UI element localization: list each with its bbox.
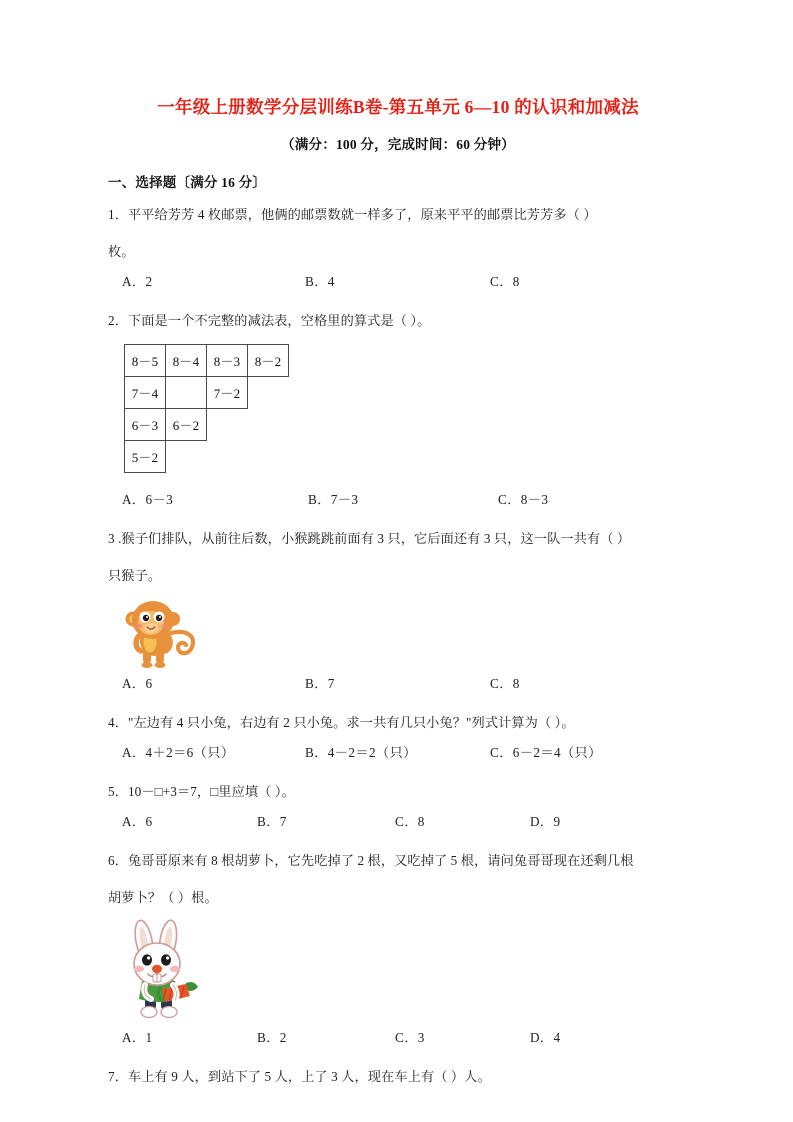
- question-1-option-b[interactable]: B．4: [305, 273, 335, 289]
- question-6-option-c[interactable]: C．3: [395, 1029, 425, 1045]
- monkey-illustration: [108, 591, 688, 669]
- question-4-option-b[interactable]: B．4－2＝2（只）: [305, 744, 417, 760]
- question-4-option-c[interactable]: C．6－2＝4（只）: [490, 744, 602, 760]
- question-6-options: [108, 1023, 688, 1053]
- section-heading-choice: 一、选择题〔满分 16 分〕: [108, 174, 267, 190]
- question-5-option-a[interactable]: A．6: [122, 813, 153, 829]
- table-cell-empty: [248, 376, 289, 408]
- question-6: [108, 837, 688, 913]
- question-6-option-d[interactable]: D．4: [530, 1029, 561, 1045]
- table-cell: 8－3: [207, 344, 248, 376]
- table-row: [125, 440, 289, 472]
- table-cell: 7－4: [125, 376, 166, 408]
- table-cell: 6－2: [166, 408, 207, 440]
- question-3-option-c[interactable]: C．8: [490, 675, 520, 691]
- question-4-options: [108, 738, 688, 768]
- table-cell-empty: [207, 440, 248, 472]
- question-5-options: [108, 807, 688, 837]
- question-3: [108, 515, 688, 591]
- question-5-option-d[interactable]: D．9: [530, 813, 561, 829]
- question-5-option-b[interactable]: B．7: [257, 813, 287, 829]
- question-3-line-1: 3 .猴子们排队，从前往后数，小猴跳跳前面有 3 只，它后面还有 3 只，这一队一共有（ ）: [108, 530, 631, 546]
- rabbit-icon: [116, 919, 212, 1023]
- question-1-option-c[interactable]: C．8: [490, 273, 520, 289]
- question-2-line-1: 2．下面是一个不完整的减法表，空格里的算式是（ ）。: [108, 312, 431, 328]
- page-subtitle: （满分：100 分，完成时间：60 分钟）: [281, 136, 515, 152]
- question-3-option-a[interactable]: A．6: [122, 675, 153, 691]
- table-cell-empty: [248, 408, 289, 440]
- table-cell-empty: [207, 408, 248, 440]
- table-row: [125, 408, 289, 440]
- question-3-options: [108, 669, 688, 699]
- table-cell: 8－5: [125, 344, 166, 376]
- question-6-option-b[interactable]: B．2: [257, 1029, 287, 1045]
- monkey-icon: [116, 597, 202, 669]
- table-cell: 7－2: [207, 376, 248, 408]
- table-cell-blank-answer[interactable]: [166, 376, 207, 408]
- question-2-options: [108, 485, 688, 515]
- subtraction-table: [124, 344, 289, 473]
- table-row: [125, 376, 289, 408]
- question-1-line-1: 1．平平给芳芳 4 枚邮票，他俩的邮票数就一样多了，原来平平的邮票比芳芳多（ ）: [108, 206, 597, 222]
- table-cell: 8－2: [248, 344, 289, 376]
- question-1: [108, 191, 688, 267]
- question-2-option-a[interactable]: A．6－3: [122, 491, 174, 507]
- question-2-option-b[interactable]: B．7－3: [308, 491, 359, 507]
- question-5-option-c[interactable]: C．8: [395, 813, 425, 829]
- table-cell: 6－3: [125, 408, 166, 440]
- page-title: 一年级上册数学分层训练B卷-第五单元 6—10 的认识和加减法: [157, 97, 639, 117]
- question-1-line-2: 枚。: [108, 243, 135, 259]
- question-6-option-a[interactable]: A．1: [122, 1029, 153, 1045]
- question-5: [108, 768, 688, 807]
- question-6-line-1: 6．兔哥哥原来有 8 根胡萝卜，它先吃掉了 2 根，又吃掉了 5 根，请问兔哥哥现在还剩几根: [108, 852, 634, 868]
- rabbit-illustration: [108, 913, 688, 1023]
- question-5-line-1: 5．10－□+3＝7，□里应填（ ）。: [108, 783, 295, 799]
- question-1-option-a[interactable]: A．2: [122, 273, 153, 289]
- table-row: [125, 344, 289, 376]
- subtraction-table-wrapper: [108, 336, 688, 473]
- page-content: [108, 0, 688, 1092]
- table-cell: 8－4: [166, 344, 207, 376]
- question-7-line-1: 7．车上有 9 人，到站下了 5 人，上了 3 人，现在车上有（ ）人。: [108, 1068, 491, 1084]
- table-cell-empty: [166, 440, 207, 472]
- question-1-options: [108, 267, 688, 297]
- question-2-option-c[interactable]: C．8－3: [498, 491, 549, 507]
- question-4: [108, 699, 688, 738]
- question-2: [108, 297, 688, 336]
- table-cell-empty: [248, 440, 289, 472]
- question-7: [108, 1053, 688, 1092]
- question-3-option-b[interactable]: B．7: [305, 675, 335, 691]
- question-4-line-1: 4．"左边有 4 只小兔，右边有 2 只小兔。求一共有几只小兔？"列式计算为（ ）。: [108, 714, 575, 730]
- question-3-line-2: 只猴子。: [108, 567, 162, 583]
- question-6-line-2: 胡萝卜？（ ）根。: [108, 889, 218, 905]
- question-4-option-a[interactable]: A．4＋2＝6（只）: [122, 744, 235, 760]
- table-cell: 5－2: [125, 440, 166, 472]
